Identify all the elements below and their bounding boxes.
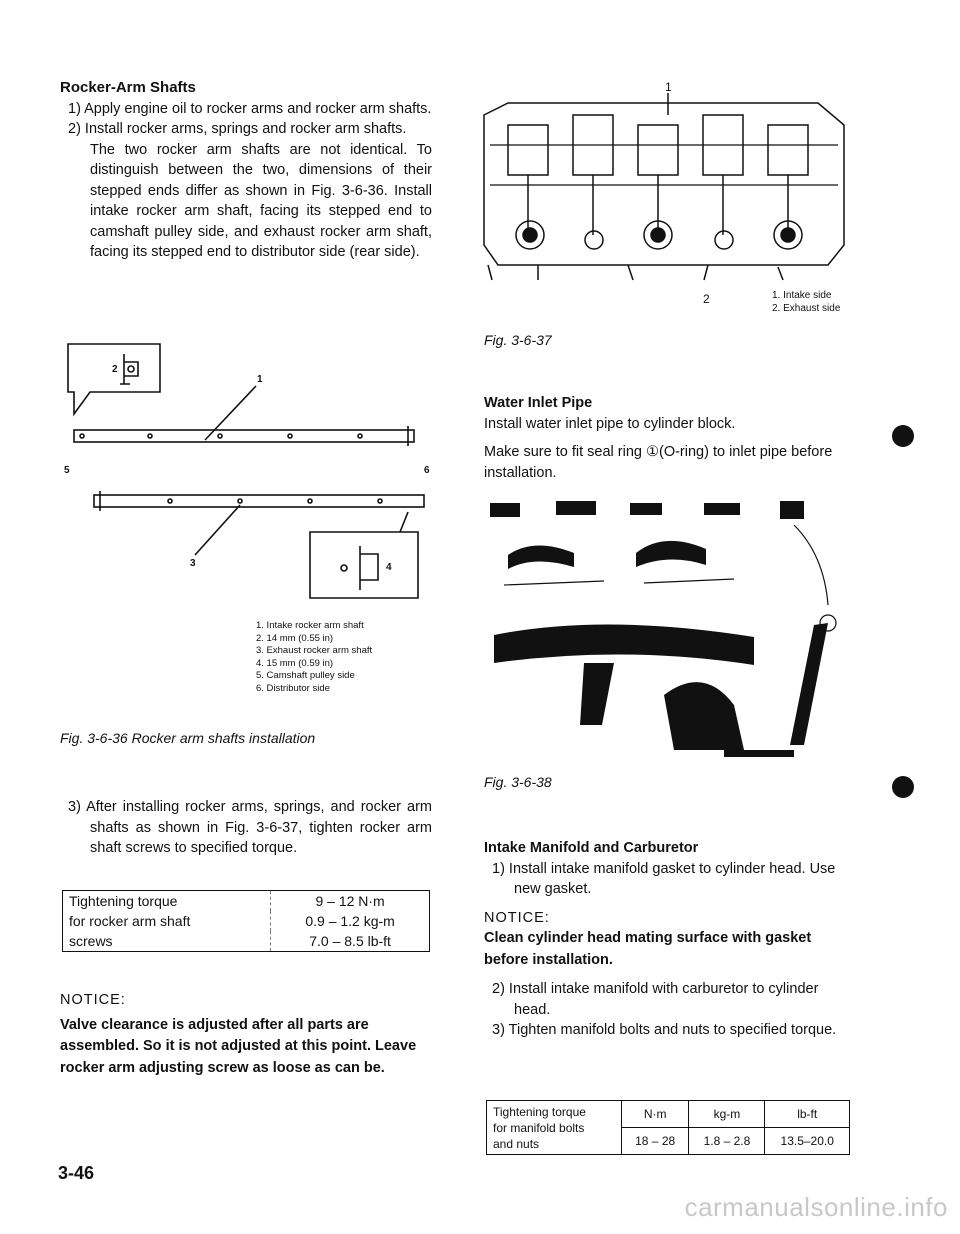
- left-column: [60, 78, 432, 263]
- fig36-caption: Fig. 3-6-36 Rocker arm shafts installation: [60, 730, 316, 746]
- left-notice: [60, 990, 432, 1079]
- section-heading-water-inlet: Water Inlet Pipe: [484, 395, 593, 411]
- intake-step-3: 3) Tighten manifold bolts and nuts to specified torque.: [492, 1022, 837, 1038]
- fig36-label-6: 6: [424, 465, 430, 476]
- intake-shaft: [74, 430, 414, 442]
- fig37-legend: 1. Intake side 2. Exhaust side: [772, 290, 841, 314]
- step-2: 2) Install rocker arms, springs and rocker arm shafts.: [68, 121, 407, 137]
- torque-value-nm: 9 – 12 N·m: [315, 893, 385, 909]
- callout-box-bottom: [310, 532, 418, 598]
- water-inlet-p2: Make sure to fit seal ring ①(O-ring) to inlet pipe before installation.: [484, 444, 833, 481]
- stepped-end-bottom: [360, 546, 378, 590]
- torque-label-2: for rocker arm shaft: [63, 911, 271, 931]
- torque2-header-lbft: lb-ft: [765, 1101, 850, 1128]
- callout-box-top: [68, 344, 160, 414]
- head-bolts: [516, 221, 802, 249]
- torque-label-1: Tightening torque: [63, 891, 271, 912]
- fig36-label-2: 2: [112, 364, 118, 375]
- stepped-end-top: [120, 354, 138, 384]
- water-inlet-p1: Install water inlet pipe to cylinder block.: [484, 415, 736, 432]
- step-2-paragraph: The two rocker arm shafts are not identical. To distinguish between the two, dimensions of their stepped ends differ as shown in Fig. 3-6-36. Install intake rocker arm shaft, facing its stepped end to camshaft pulley side, and exhaust rocker arm shaft, facing its stepped end to distributor side (rear side).: [90, 141, 432, 260]
- water-inlet-section: [484, 393, 850, 483]
- change-marker-bullet: [892, 776, 914, 798]
- intake-step-1: 1) Install intake manifold gasket to cylinder head. Use new gasket.: [492, 860, 836, 897]
- notice-text-right: Clean cylinder head mating surface with gasket before installation.: [484, 930, 812, 968]
- torque2-header-nm: N·m: [621, 1101, 689, 1128]
- section-heading-intake-manifold: Intake Manifold and Carburetor: [484, 840, 699, 856]
- torque2-value-nm: 18 – 28: [621, 1128, 689, 1155]
- fig-3-6-37-image: [478, 85, 850, 300]
- step-3: 3) After installing rocker arms, springs, and rocker arm shafts as shown in Fig. 3-6-37, tighten rocker arm shaft screws to specified torque.: [68, 799, 432, 856]
- section-heading-rocker-arm-shafts: Rocker-Arm Shafts: [60, 79, 196, 96]
- notice-title-right: NOTICE:: [484, 909, 550, 926]
- fig-3-6-38-photo: [484, 495, 854, 760]
- fig36-label-1: 1: [257, 374, 263, 385]
- change-marker-bullet: [892, 425, 914, 447]
- notice-title-left: NOTICE:: [60, 992, 126, 1008]
- fig38-caption: Fig. 3-6-38: [484, 774, 552, 790]
- fig36-label-3: 3: [190, 558, 196, 569]
- step-1: 1) Apply engine oil to rocker arms and rocker arm shafts.: [68, 100, 432, 117]
- intake-manifold-section: [484, 838, 850, 1041]
- torque-value-lbft: 7.0 – 8.5 lb-ft: [309, 933, 391, 949]
- page-number: 3-46: [58, 1163, 95, 1183]
- rocker-arms: [508, 115, 808, 235]
- fig36-legend: 1. Intake rocker arm shaft 2. 14 mm (0.55 in) 3. Exhaust rocker arm shaft 4. 15 mm (0.59 in) 5. Camshaft pulley side 6. Distributor side: [256, 620, 373, 694]
- torque-table-rocker-shaft: [62, 890, 430, 952]
- fig-3-6-36-diagram: [60, 340, 440, 610]
- torque2-value-kgm: 1.8 – 2.8: [689, 1128, 765, 1155]
- torque-table-manifold: [486, 1100, 850, 1155]
- intake-step-2: 2) Install intake manifold with carburetor to cylinder head.: [492, 981, 819, 1018]
- fig36-label-4: 4: [386, 562, 392, 573]
- torque2-value-lbft: 13.5–20.0: [780, 1134, 834, 1148]
- notice-text-left: Valve clearance is adjusted after all parts are assembled. So it is not adjusted at this point. Leave rocker arm adjusting screw as loose as can be.: [60, 1016, 417, 1076]
- torque2-header-kgm: kg-m: [689, 1101, 765, 1128]
- fig37-caption: Fig. 3-6-37: [484, 332, 552, 348]
- fig37-label-2: 2: [703, 292, 710, 306]
- fig36-label-5: 5: [64, 465, 70, 476]
- step-3-block: [68, 797, 432, 859]
- torque2-label-cell: Tightening torque for manifold bolts and nuts: [487, 1101, 622, 1155]
- fig37-label-1: 1: [665, 80, 672, 94]
- exhaust-shaft: [94, 495, 424, 507]
- torque-value-kgm: 0.9 – 1.2 kg-m: [305, 913, 395, 929]
- watermark: carmanualsonline.info: [684, 1192, 948, 1222]
- torque-label-3: screws: [63, 931, 271, 952]
